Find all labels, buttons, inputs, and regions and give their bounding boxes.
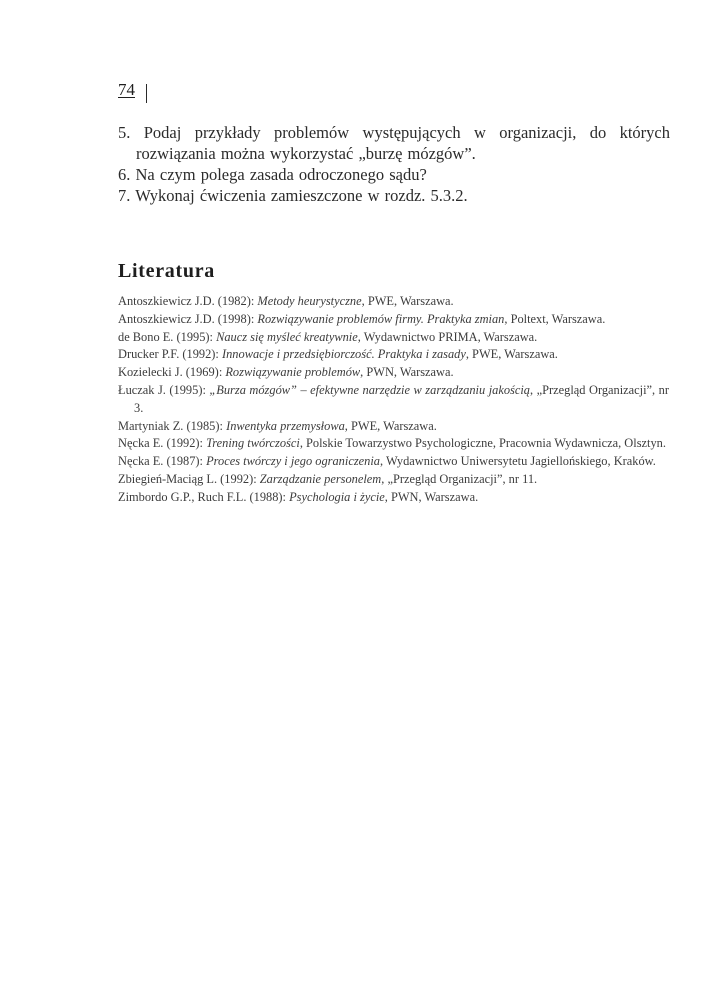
reference-publisher: , PWE, Warszawa. — [344, 418, 437, 433]
reference-title: Rozwiązywanie problemów — [225, 365, 361, 380]
reference-title: Inwentyka przemysłowa — [226, 418, 345, 433]
reference-author: Łuczak J. (1995): — [118, 382, 210, 397]
reference-publisher: , PWE, Warszawa. — [465, 347, 558, 362]
literature-heading: Literatura — [118, 260, 215, 282]
reference-title: Metody heurystyczne — [257, 294, 362, 308]
reference-title: Trening twórczości — [206, 436, 300, 451]
reference-publisher: , PWE, Warszawa. — [361, 294, 454, 308]
reference-author: Nęcka E. (1987): — [118, 454, 207, 469]
reference-publisher: , PWN, Warszawa. — [360, 365, 454, 380]
reference-title: Rozwiązywanie problemów firmy. Praktyka zmian — [257, 311, 505, 326]
reference-entry — [118, 329, 669, 347]
references-list — [118, 293, 669, 507]
reference-title: Naucz się myśleć kreatywnie — [216, 329, 358, 344]
reference-entry — [118, 346, 669, 364]
reference-title: Psychologia i życie — [289, 489, 385, 504]
reference-publisher: , Wydawnictwo PRIMA, Warszawa. — [357, 329, 538, 344]
reference-author: Antoszkiewicz J.D. (1998): — [118, 311, 258, 326]
page-number-bar — [146, 84, 147, 103]
reference-title: Innowacje i przedsiębiorczość. Praktyka i zasady — [221, 347, 466, 362]
reference-publisher: , „Przegląd Organizacji”, nr 11. — [381, 471, 538, 486]
reference-author: Zimbordo G.P., Ruch F.L. (1988): — [118, 489, 290, 504]
reference-entry — [118, 418, 669, 436]
reference-entry — [118, 311, 669, 329]
reference-title: „Burza mózgów” – efektywne narzędzie w zarządzaniu jakością — [209, 382, 531, 397]
question-item: 6. Na czym polega zasada odroczonego sądu? — [118, 165, 427, 184]
reference-author: Martyniak Z. (1985): — [118, 418, 227, 433]
reference-author: Nęcka E. (1992): — [118, 436, 207, 451]
reference-author: Kozielecki J. (1969): — [118, 365, 226, 380]
review-questions-list — [118, 122, 670, 206]
question-item: 7. Wykonaj ćwiczenia zamieszczone w rozdz. 5.3.2. — [118, 186, 468, 205]
reference-publisher: , Poltext, Warszawa. — [504, 311, 606, 326]
reference-entry — [118, 382, 669, 418]
reference-entry — [118, 489, 669, 507]
reference-author: de Bono E. (1995): — [118, 329, 217, 344]
reference-entry — [118, 364, 669, 382]
reference-author: Drucker P.F. (1992): — [118, 347, 222, 362]
reference-publisher: , „Przegląd Organizacji”, nr 3. — [134, 382, 669, 415]
reference-entry — [118, 435, 669, 453]
reference-title: Zarządzanie personelem — [259, 471, 382, 486]
reference-title: Proces twórczy i jego ograniczenia — [206, 454, 380, 469]
reference-publisher: , Polskie Towarzystwo Psychologiczne, Pracownia Wydawnicza, Olsztyn. — [299, 436, 666, 451]
reference-author: Antoszkiewicz J.D. (1982): — [118, 294, 258, 308]
page-number: 74 — [118, 80, 135, 99]
reference-publisher: , PWN, Warszawa. — [384, 489, 479, 504]
reference-entry — [118, 453, 669, 471]
reference-author: Zbiegień-Maciąg L. (1992): — [118, 471, 260, 486]
reference-entry — [118, 471, 669, 489]
question-item: 5. Podaj przykłady problemów występujących w organizacji, do których rozwiązania można wykorzystać „burzę mózgów”. — [118, 123, 670, 163]
reference-publisher: , Wydawnictwo Uniwersytetu Jagiellońskiego, Kraków. — [379, 454, 656, 469]
reference-entry — [118, 293, 669, 311]
